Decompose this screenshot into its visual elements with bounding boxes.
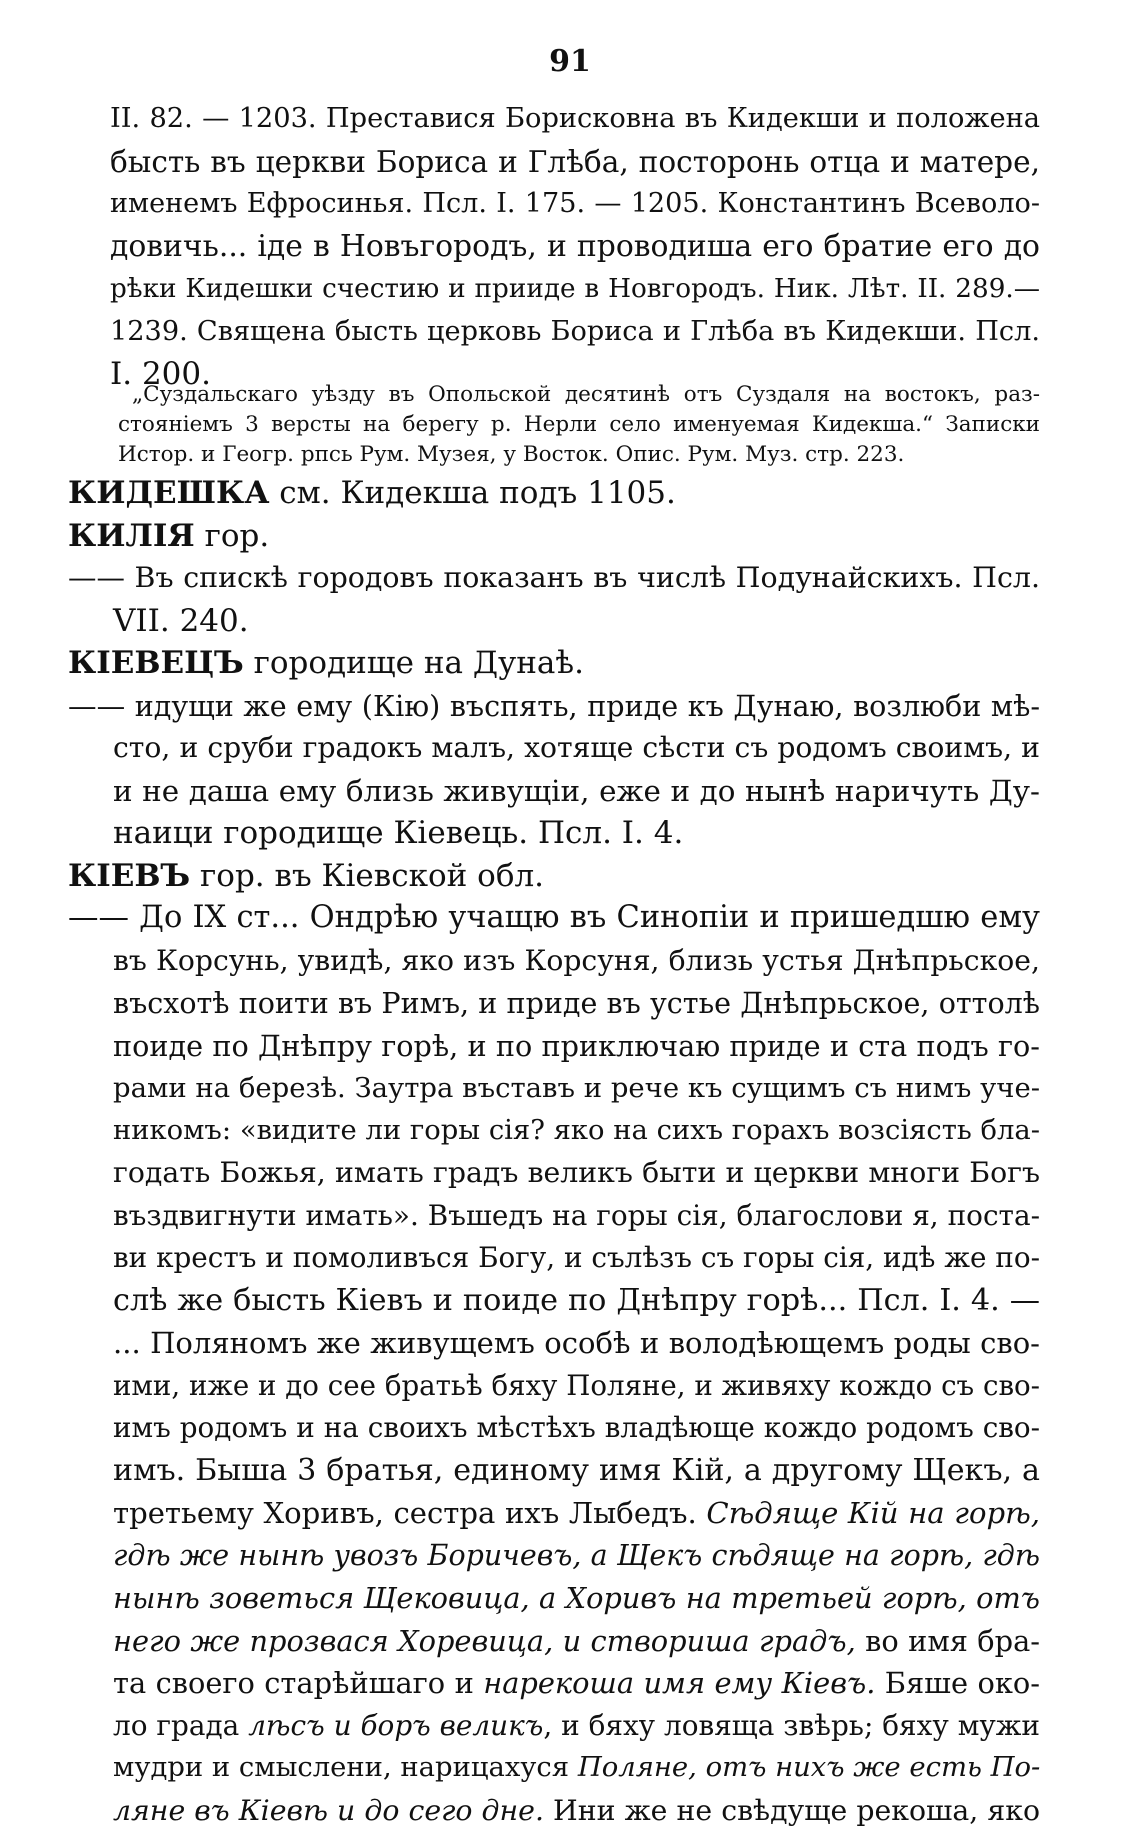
entry-text: гор. — [195, 518, 269, 554]
entry-kievets-heading — [68, 642, 1040, 685]
quote-line: Истор. и Геогр. рпсь Рум. Музея, у Восток. Опис. Рум. Муз. стр. 223. — [118, 440, 1040, 470]
line-segment: ло града — [113, 1709, 248, 1742]
text-line: сто, и сруби градокъ малъ, хотяще сѣсти съ родомъ своимъ, и — [68, 727, 1040, 770]
text-line: —— До IX ст... Ондрѣю учащю въ Синопіи и пришедшю ему — [68, 897, 1040, 940]
entry-text: городище на Дунаѣ. — [244, 645, 584, 681]
text-line — [68, 1747, 1040, 1790]
text-line: ими, иже и до сее братьѣ бяху Поляне, и живяху кождо съ сво- — [68, 1365, 1040, 1408]
text-line: —— идущи же ему (Кію) въспять, приде къ Дунаю, возлюби мѣ- — [68, 685, 1040, 728]
text-line: довичь... іде в Новъгородъ, и проводиша его братие его до — [110, 226, 1040, 269]
line-segment: Бяше око- — [875, 1666, 1040, 1700]
italic-segment: ляне въ Кіевѣ и до сего дне. — [113, 1794, 544, 1827]
line-segment: третьему Хоривъ, сестра ихъ Лыбедъ. — [113, 1496, 706, 1530]
quote-line: стояніемъ 3 версты на берегу р. Нерли село именуемая Кидекша.“ Записки — [118, 410, 1040, 440]
text-line: I. 200. — [110, 353, 1040, 396]
text-line: имъ. Быша 3 братья, единому имя Кій, а другому Щекъ, а — [68, 1450, 1040, 1493]
text-line: ... Поляномъ же живущемъ особѣ и володѣющемъ роды сво- — [68, 1322, 1040, 1365]
line-segment: , и бяху ловяща звѣрь; бяху мужи — [543, 1709, 1040, 1742]
footnote-quote — [118, 380, 1040, 470]
text-line — [68, 1492, 1040, 1535]
page-number: 91 — [0, 44, 1140, 79]
italic-segment: лѣсъ и боръ великъ — [248, 1709, 543, 1742]
line-segment: Ини же не свѣдуще рекоша, яко — [544, 1794, 1040, 1827]
line-segment: во имя бра- — [856, 1624, 1040, 1658]
text-line: никомъ: «видите ли горы сія? яко на сихъ горахъ возсіясть бла- — [68, 1110, 1040, 1153]
italic-segment: Сѣдяще Кій на горѣ, — [706, 1496, 1040, 1530]
entry-kiev-heading — [68, 855, 1040, 898]
text-line: именемъ Ефросинья. Псл. I. 175. — 1205. Константинъ Всеволо- — [110, 183, 1040, 226]
text-line: годать Божья, имать градъ великъ быти и церкви многи Богъ — [68, 1152, 1040, 1195]
text-line — [68, 1790, 1040, 1832]
italic-line: гдѣ же нынѣ увозъ Боричевъ, а Щекъ сѣдяще на горѣ, гдѣ — [68, 1535, 1040, 1578]
italic-line: нынѣ зоветься Щековица, а Хоривъ на третьей горѣ, отъ — [68, 1577, 1040, 1620]
text-line: поиде по Днѣпру горѣ, и по приключаю приде и ста подъ го- — [68, 1025, 1040, 1068]
text-line: въ Корсунь, увидѣ, яко изъ Корсуня, близь устья Днѣпрьское, — [68, 940, 1040, 983]
text-line: ви крестъ и помоливъся Богу, и сълѣзъ съ горы сія, идѣ же по- — [68, 1237, 1040, 1280]
italic-segment: него же прозвася Хоревица, и створиша градъ, — [113, 1624, 856, 1658]
text-line — [68, 1662, 1040, 1705]
headword: КІЕВЕЦЪ — [68, 645, 244, 681]
quote-line: „Суздальскаго уѣзду въ Опольской десятинѣ отъ Суздаля на востокъ, раз- — [118, 380, 1040, 410]
text-line: рѣки Кидешки счестию и прииде в Новгородъ. Ник. Лѣт. II. 289.— — [110, 268, 1040, 311]
text-line: имъ родомъ и на своихъ мѣстѣхъ владѣюще кождо родомъ сво- — [68, 1407, 1040, 1450]
text-line: 1239. Священа бысть церковь Бориса и Глѣба въ Кидекши. Псл. — [110, 311, 1040, 354]
line-segment: мудри и смыслени, нарицахуся — [113, 1752, 578, 1783]
text-line: слѣ же бысть Кіевъ и поиде по Днѣпру горѣ... Псл. I. 4. — — [68, 1280, 1040, 1323]
line-segment: та своего старѣйшаго и — [113, 1666, 483, 1700]
text-line: и не даша ему близь живущіи, еже и до нынѣ наричуть Ду- — [68, 770, 1040, 813]
text-line: рами на березѣ. Заутра въставъ и рече къ сущимъ съ нимъ уче- — [68, 1067, 1040, 1110]
italic-segment: Поляне, отъ нихъ же есть По- — [578, 1752, 1040, 1783]
italic-segment: нарекоша имя ему Кіевъ. — [483, 1666, 875, 1700]
entry-text: см. Кидекша подъ 1105. — [269, 475, 675, 511]
entry-kideshka — [68, 472, 1040, 515]
headword: КИЛІЯ — [68, 518, 195, 554]
text-line: VII. 240. — [68, 600, 1040, 643]
entries — [68, 472, 1040, 1832]
entry-text: гор. въ Кіевской обл. — [190, 858, 544, 894]
text-line: въсхотѣ поити въ Римъ, и приде въ устье Днѣпрьское, оттолѣ — [68, 982, 1040, 1025]
text-line — [68, 1620, 1040, 1663]
headword: КІЕВЪ — [68, 858, 190, 894]
text-line: наици городище Кіевець. Псл. I. 4. — [68, 812, 1040, 855]
text-line: въздвигнути имать». Въшедъ на горы сія, благослови я, поста- — [68, 1195, 1040, 1238]
text-line: II. 82. — 1203. Преставися Борисковна въ Кидекши и положена — [110, 98, 1040, 141]
text-line: —— Въ спискѣ городовъ показанъ въ числѣ Подунайскихъ. Псл. — [68, 557, 1040, 600]
text-line: бысть въ церкви Бориса и Глѣба, посторонь отца и матере, — [110, 141, 1040, 184]
headword: КИДЕШКА — [68, 475, 269, 511]
entry-kiliya-heading — [68, 515, 1040, 558]
text-line — [68, 1705, 1040, 1748]
entry-kideksha-continued — [110, 98, 1040, 396]
